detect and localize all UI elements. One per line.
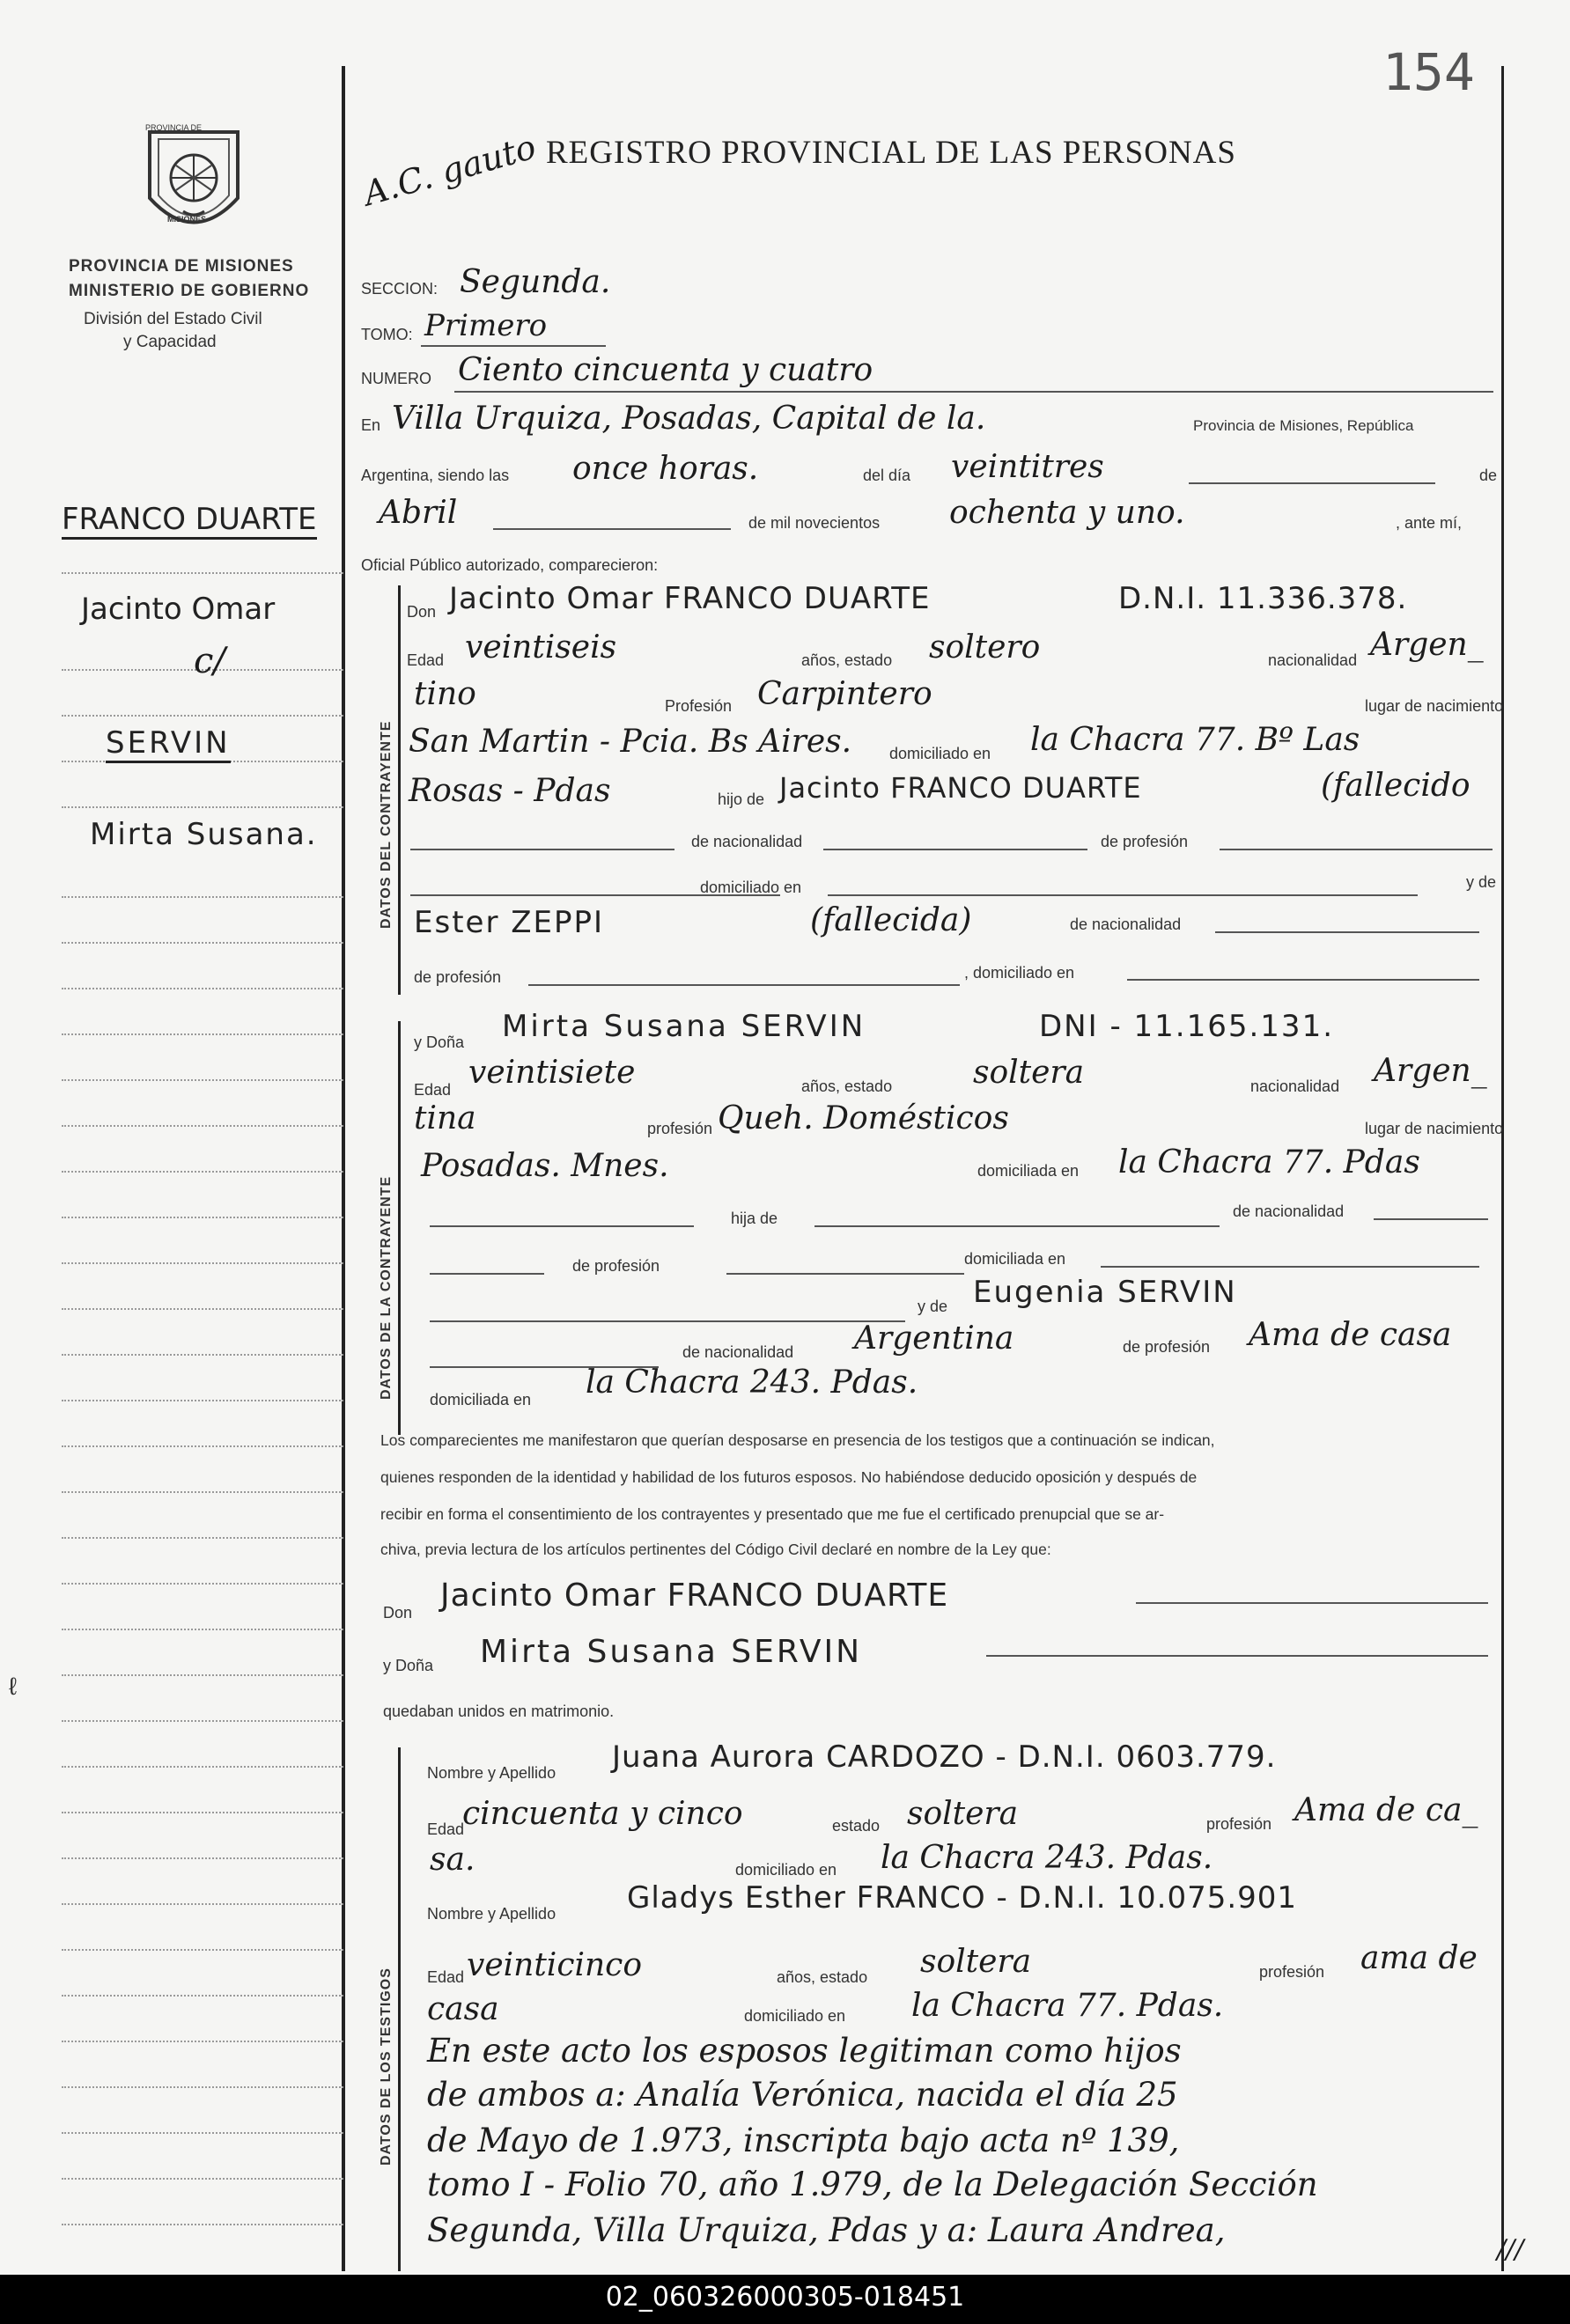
- margin-divider: [62, 1857, 343, 1859]
- section-rule-3: [398, 1747, 401, 2271]
- de-profesion-label: de profesión: [1101, 833, 1189, 850]
- tomo-value: Primero: [424, 308, 548, 343]
- field-line: [1127, 979, 1479, 981]
- margin-divider: [62, 1033, 343, 1035]
- field-line: [1136, 1602, 1488, 1604]
- field-line: [726, 1273, 964, 1275]
- numero-label: NUMERO: [361, 370, 431, 387]
- y-de-label-2: y de: [918, 1298, 948, 1315]
- margin-divider: [62, 1079, 343, 1081]
- seccion-label: SECCION:: [361, 280, 439, 298]
- profesion-label: Profesión: [665, 697, 733, 715]
- decl-don: Jacinto Omar FRANCO DUARTE: [440, 1578, 949, 1614]
- scan-mark: ℓ: [9, 1673, 18, 1700]
- margin-divider: [62, 2086, 343, 2088]
- t1-estado-label: estado: [832, 1817, 881, 1835]
- margin-divider: [62, 1720, 343, 1722]
- margin-divider: [62, 988, 343, 989]
- de-profesion-label-2: de profesión: [414, 968, 502, 986]
- margin-divider: [62, 1217, 343, 1218]
- decl-dona-label: y Doña: [383, 1657, 434, 1674]
- declaracion-line-2: quienes responden de la identidad y habilidad de los futuros esposos. No habiéndose deducido oposición y después de: [380, 1468, 1198, 1486]
- numero-value: Ciento cincuenta y cuatro: [458, 352, 873, 388]
- anio-label: de mil novecientos: [748, 514, 881, 532]
- t1-profesion-a: Ama de ca_: [1294, 1792, 1478, 1828]
- domiciliada-en-label: domiciliada en: [964, 1250, 1066, 1268]
- contrayente1-domicilio-a: la Chacra 77. Bº Las: [1030, 722, 1360, 758]
- page-number: 154: [1382, 42, 1475, 102]
- contrayente2-domicilio: la Chacra 77. Pdas: [1118, 1144, 1420, 1180]
- annotation: A.C. gauto: [359, 127, 541, 214]
- decl-dona: Mirta Susana SERVIN: [480, 1634, 863, 1670]
- field-line: [1374, 1218, 1488, 1220]
- t1-estado: soltera: [907, 1796, 1019, 1832]
- mes-value: Abril: [379, 495, 458, 531]
- de-label: de: [1479, 467, 1498, 484]
- margin-divider: [62, 806, 343, 808]
- margin-divider: [62, 1262, 343, 1264]
- t2-profesion-b: casa: [427, 1991, 499, 2027]
- dia-value: veintitres: [951, 449, 1104, 485]
- contrayente2-estado: soltera: [973, 1055, 1085, 1091]
- nota-line-4: tomo I - Folio 70, año 1.979, de la Delegación Sección: [427, 2166, 1318, 2203]
- section-label-contrayente: DATOS DEL CONTRAYENTE: [379, 720, 394, 929]
- field-line: [1220, 849, 1493, 850]
- nacionalidad-label: nacionalidad: [1268, 651, 1358, 669]
- contrayente1-madre-nota: (fallecida): [810, 902, 972, 938]
- contrayente2-madre-nac: Argentina: [854, 1320, 1014, 1357]
- domiciliado-en-label: domiciliado en: [700, 879, 802, 896]
- de-nacionalidad-label: de nacionalidad: [691, 833, 803, 850]
- margin-divider: [62, 1445, 343, 1447]
- margin-divider: [62, 896, 343, 898]
- footer-id: 02_060326000305-018451: [605, 2282, 965, 2313]
- margin-divider: [62, 2178, 343, 2180]
- margin-divider: [62, 1491, 343, 1493]
- lugar-nacimiento-label-2: lugar de nacimiento: [1365, 1120, 1504, 1137]
- margin-surname-1: FRANCO DUARTE: [62, 502, 317, 540]
- anios-label: años, estado: [801, 651, 893, 669]
- contrayente1-estado: soltero: [929, 629, 1041, 666]
- field-line: [1189, 482, 1435, 484]
- margin-divider: [62, 2041, 343, 2042]
- contrayente1-edad: veintiseis: [465, 629, 617, 666]
- t2-anios-label: años, estado: [777, 1968, 868, 1986]
- contrayente2-nacionalidad-a: Argen_: [1374, 1053, 1487, 1089]
- contrayente2-lugar-nac: Posadas. Mnes.: [421, 1148, 669, 1184]
- margin-divider: [62, 1629, 343, 1630]
- margin-divider: [62, 715, 343, 717]
- right-border: [1501, 66, 1504, 2271]
- margin-name-2: Mirta Susana.: [90, 817, 318, 852]
- contrayente2-nombre: Mirta Susana SERVIN: [502, 1009, 866, 1044]
- org-line-4: y Capacidad: [123, 333, 217, 351]
- section-rule-2: [398, 1021, 401, 1435]
- field-line: [1215, 931, 1479, 933]
- org-line-1: PROVINCIA DE MISIONES: [69, 257, 294, 276]
- margin-divider: [62, 1354, 343, 1356]
- contrayente1-lugar-nac: San Martin - Pcia. Bs Aires.: [409, 724, 852, 760]
- field-line: [454, 391, 1493, 393]
- decl-don-label: Don: [383, 1604, 413, 1622]
- contrayente1-nacionalidad-b: tino: [414, 676, 476, 712]
- seal-text-top: PROVINCIA DE: [145, 123, 203, 132]
- contrayente1-nombre: Jacinto Omar FRANCO DUARTE: [449, 581, 931, 616]
- quedaban-label: quedaban unidos en matrimonio.: [383, 1703, 615, 1720]
- seccion-value: Segunda.: [460, 264, 611, 300]
- t1-domicilio: la Chacra 243. Pdas.: [881, 1840, 1213, 1876]
- t1-nombre-label: Nombre y Apellido: [427, 1764, 557, 1782]
- field-line: [1101, 1266, 1479, 1268]
- field-line: [814, 1225, 1220, 1227]
- t1-profesion-label: profesión: [1206, 1815, 1272, 1833]
- don-label: Don: [407, 603, 437, 621]
- hija-label: hija de: [731, 1210, 778, 1227]
- de-nacionalidad-label-3: de nacionalidad: [1233, 1202, 1345, 1220]
- t1-profesion-b: sa.: [430, 1842, 475, 1878]
- contrayente1-padre: Jacinto FRANCO DUARTE: [779, 771, 1142, 805]
- t2-profesion-label: profesión: [1259, 1963, 1325, 1981]
- t2-domicilio-label: domiciliado en: [744, 2007, 846, 2025]
- section-rule-1: [398, 585, 401, 995]
- org-line-2: MINISTERIO DE GOBIERNO: [69, 282, 310, 300]
- contrayente1-profesion: Carpintero: [757, 676, 932, 712]
- dona-label: y Doña: [414, 1033, 465, 1051]
- t2-edad-label: Edad: [427, 1968, 465, 1986]
- margin-divider: [62, 942, 343, 944]
- madre-profesion-label: de profesión: [1123, 1338, 1211, 1356]
- contrayente2-madre-prof: Ama de casa: [1249, 1317, 1452, 1353]
- provincial-seal-icon: [132, 114, 255, 246]
- field-line: [823, 849, 1087, 850]
- t2-nombre-label: Nombre y Apellido: [427, 1905, 557, 1923]
- declaracion-line-3: recibir en forma el consentimiento de los contrayentes y presentado que me fue el certificado prenupcial que se ar-: [380, 1505, 1165, 1523]
- provincia-label: Provincia de Misiones, República: [1193, 417, 1414, 434]
- contrayente2-profesion: Queh. Domésticos: [718, 1100, 1009, 1136]
- contrayente2-edad: veintisiete: [468, 1055, 636, 1091]
- declaracion-line-1: Los comparecientes me manifestaron que querían desposarse en presencia de los testigos que a continuación se indican,: [380, 1431, 1215, 1449]
- margin-divider: [62, 1903, 343, 1905]
- margin-divider: [62, 1674, 343, 1676]
- domiciliada-label: domiciliada en: [977, 1162, 1080, 1180]
- anio-value: ochenta y uno.: [949, 495, 1185, 531]
- field-line: [828, 894, 1418, 896]
- contrayente1-domicilio-b: Rosas - Pdas: [409, 773, 611, 809]
- margin-divider: [62, 1125, 343, 1127]
- margin-divider: [62, 2224, 343, 2225]
- t1-domicilio-label: domiciliado en: [735, 1861, 837, 1879]
- t1-nombre: Juana Aurora CARDOZO - D.N.I. 0603.779.: [612, 1739, 1277, 1775]
- profesion-label-2: profesión: [647, 1120, 713, 1137]
- org-line-3: División del Estado Civil: [84, 310, 262, 328]
- hijo-label: hijo de: [718, 791, 765, 808]
- margin-divider: [62, 1583, 343, 1585]
- de-profesion-label-3: de profesión: [572, 1257, 660, 1275]
- ante-label: , ante mí,: [1396, 514, 1463, 532]
- contrayente2-madre-dom: la Chacra 243. Pdas.: [586, 1364, 918, 1401]
- madre-domicilio-label: domiciliada en: [430, 1391, 532, 1408]
- nacionalidad-label-2: nacionalidad: [1250, 1077, 1340, 1095]
- margin-connector: c/: [194, 641, 225, 681]
- contrayente2-madre: Eugenia SERVIN: [973, 1275, 1237, 1310]
- margin-divider: [62, 1537, 343, 1539]
- margin-divider: [62, 1812, 343, 1813]
- document-title: REGISTRO PROVINCIAL DE LAS PERSONAS: [546, 135, 1236, 171]
- field-line: [410, 849, 674, 850]
- tomo-label: TOMO:: [361, 326, 413, 343]
- madre-nacionalidad-label: de nacionalidad: [682, 1343, 794, 1361]
- field-line: [430, 1320, 905, 1322]
- t2-domicilio: la Chacra 77. Pdas.: [911, 1988, 1224, 2024]
- argentina-label: Argentina, siendo las: [361, 467, 510, 484]
- declaracion-line-4: chiva, previa lectura de los artículos pertinentes del Código Civil declaré en nombre de la Ley que:: [380, 1541, 1051, 1558]
- margin-name-1: Jacinto Omar: [81, 592, 276, 627]
- margin-divider: [62, 1400, 343, 1401]
- contrayente1-madre: Ester ZEPPI: [414, 905, 605, 940]
- field-line: [528, 984, 960, 986]
- field-line: [986, 1655, 1488, 1657]
- del-dia-label: del día: [863, 467, 911, 484]
- t1-edad: cincuenta y cinco: [462, 1796, 743, 1832]
- t2-estado: soltera: [920, 1944, 1032, 1980]
- lugar-label: En: [361, 416, 381, 434]
- field-line: [430, 1273, 544, 1275]
- edad-label: Edad: [407, 651, 445, 669]
- contrayente2-nacionalidad-b: tina: [414, 1100, 476, 1136]
- nota-line-2: de ambos a: Analía Verónica, nacida el día 25: [427, 2076, 1178, 2114]
- domicilio-label: domiciliado en: [889, 745, 991, 762]
- section-label-contrayente-2: DATOS DE LA CONTRAYENTE: [379, 1175, 394, 1400]
- margin-divider: [62, 1995, 343, 1997]
- margin-surname-2: SERVIN: [106, 725, 231, 763]
- nota-line-3: de Mayo de 1.973, inscripta bajo acta nº 139,: [427, 2122, 1180, 2159]
- edad-label-2: Edad: [414, 1081, 452, 1099]
- margin-divider: [62, 572, 343, 574]
- margin-divider: [62, 1308, 343, 1310]
- contrayente1-nacionalidad-a: Argen_: [1370, 627, 1484, 663]
- nota-line-1: En este acto los esposos legitiman como hijos: [427, 2032, 1182, 2070]
- t2-nombre: Gladys Esther FRANCO - D.N.I. 10.075.901: [627, 1880, 1298, 1916]
- field-line: [421, 345, 606, 347]
- anios-label-2: años, estado: [801, 1077, 893, 1095]
- y-de-label: y de: [1466, 873, 1497, 891]
- oficial-label: Oficial Público autorizado, comparecieron:: [361, 556, 659, 574]
- margin-divider: [62, 1171, 343, 1173]
- margin-divider: [62, 1949, 343, 1951]
- nota-line-5: Segunda, Villa Urquiza, Pdas y a: Laura Andrea,: [427, 2211, 1226, 2249]
- t2-profesion-a: ama de: [1360, 1940, 1478, 1976]
- margin-rule: [342, 66, 345, 2271]
- t2-edad: veinticinco: [467, 1947, 643, 1983]
- seal-text-bottom: MISIONES: [167, 215, 207, 224]
- contrayente1-dni: D.N.I. 11.336.378.: [1118, 581, 1408, 616]
- hora-value: once horas.: [572, 451, 759, 487]
- lugar-nacimiento-label: lugar de nacimiento: [1365, 697, 1504, 715]
- t1-edad-label: Edad: [427, 1820, 465, 1838]
- margin-divider: [62, 2132, 343, 2134]
- lugar-value: Villa Urquiza, Posadas, Capital de la.: [392, 401, 986, 437]
- contrayente2-dni: DNI - 11.165.131.: [1039, 1009, 1335, 1044]
- contrayente1-padre-nota: (fallecido: [1321, 768, 1470, 804]
- domiciliado-en-label-2: , domiciliado en: [964, 964, 1075, 982]
- nota-end: ///: [1497, 2234, 1524, 2265]
- field-line: [493, 528, 731, 530]
- section-label-testigos: DATOS DE LOS TESTIGOS: [379, 1967, 394, 2166]
- field-line: [430, 1225, 694, 1227]
- margin-divider: [62, 1766, 343, 1768]
- de-nacionalidad-label-2: de nacionalidad: [1070, 916, 1182, 933]
